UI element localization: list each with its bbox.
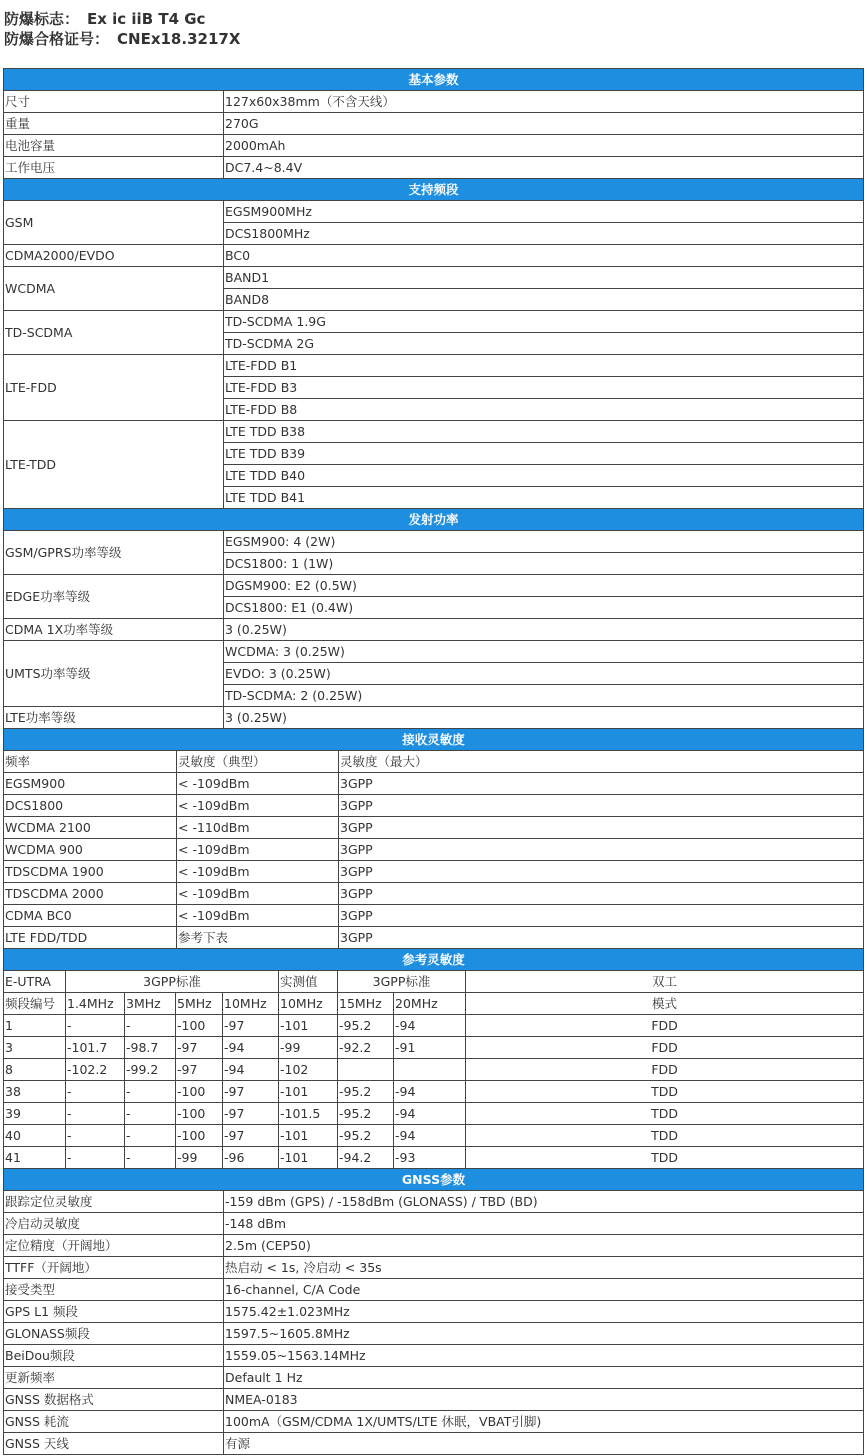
ref-cell: -98.7	[125, 1037, 176, 1059]
gnss-param-value: 2.5m (CEP50)	[224, 1235, 864, 1257]
rx-cell: 3GPP	[339, 839, 864, 861]
gnss-param-key: 接受类型	[4, 1279, 224, 1301]
ref-cell: -99	[176, 1147, 223, 1169]
basic-param-value: 270G	[224, 113, 864, 135]
ref-cell: -	[66, 1147, 125, 1169]
tx-power-key: LTE功率等级	[4, 707, 224, 729]
rx-cell: < -109dBm	[177, 905, 339, 927]
ref-cell: -101	[279, 1147, 338, 1169]
ref-cell: -96	[223, 1147, 279, 1169]
basic-param-key: 重量	[4, 113, 224, 135]
band-value: TD-SCDMA 1.9G	[224, 311, 864, 333]
gnss-param-value: -159 dBm (GPS) / -158dBm (GLONASS) / TBD (BD)	[224, 1191, 864, 1213]
gnss-param-row	[4, 1389, 864, 1411]
gnss-param-row	[4, 1323, 864, 1345]
tx-power-key: GSM/GPRS功率等级	[4, 531, 224, 575]
band-value: EGSM900MHz	[224, 201, 864, 223]
ref-cell: TDD	[466, 1081, 864, 1103]
gnss-param-row	[4, 1235, 864, 1257]
ref-cell: -93	[394, 1147, 466, 1169]
tx-power-row	[4, 707, 864, 729]
rx-cell: 3GPP	[339, 795, 864, 817]
band-row	[4, 355, 864, 377]
gnss-param-value: 1575.42±1.023MHz	[224, 1301, 864, 1323]
ref-cell: -99	[279, 1037, 338, 1059]
explosion-proof-mark-label: 防爆标志：	[4, 10, 80, 28]
basic-param-value: DC7.4~8.4V	[224, 157, 864, 179]
ref-cell: -94	[394, 1015, 466, 1037]
gnss-param-value: -148 dBm	[224, 1213, 864, 1235]
rx-cell: LTE FDD/TDD	[4, 927, 177, 949]
ref-cell: -	[125, 1125, 176, 1147]
ref-cell: -95.2	[338, 1081, 394, 1103]
ref-sensitivity-row	[4, 1059, 864, 1081]
rx-cell: 3GPP	[339, 817, 864, 839]
ref-cell: -97	[223, 1015, 279, 1037]
rx-column-header: 灵敏度（最大）	[339, 751, 864, 773]
ref-cell: TDD	[466, 1103, 864, 1125]
ref-cell: -91	[394, 1037, 466, 1059]
band-value: BC0	[224, 245, 864, 267]
ref-cell: -95.2	[338, 1103, 394, 1125]
tx-power-key: EDGE功率等级	[4, 575, 224, 619]
basic-param-row	[4, 91, 864, 113]
ref-cell: -	[125, 1081, 176, 1103]
certificate-label: 防爆合格证号：	[4, 30, 110, 48]
ref-cell: -	[66, 1081, 125, 1103]
ref-cell: 40	[4, 1125, 66, 1147]
rx-cell: 3GPP	[339, 861, 864, 883]
rx-sensitivity-row	[4, 795, 864, 817]
gnss-param-key: 定位精度（开阔地）	[4, 1235, 224, 1257]
ref-cell: 39	[4, 1103, 66, 1125]
gnss-param-row	[4, 1279, 864, 1301]
ref-cell: -	[125, 1103, 176, 1125]
ref-sensitivity-row	[4, 1015, 864, 1037]
rx-column-header: 频率	[4, 751, 177, 773]
tx-power-key: UMTS功率等级	[4, 641, 224, 707]
gnss-param-row	[4, 1367, 864, 1389]
tx-power-value: DGSM900: E2 (0.5W)	[224, 575, 864, 597]
gnss-param-key: 冷启动灵敏度	[4, 1213, 224, 1235]
gnss-param-key: GNSS 天线	[4, 1433, 224, 1455]
ref-column-header: 10MHz	[223, 993, 279, 1015]
basic-param-row	[4, 157, 864, 179]
ref-column-header: 15MHz	[338, 993, 394, 1015]
ref-cell: -	[125, 1147, 176, 1169]
ref-cell: -	[66, 1125, 125, 1147]
gnss-param-key: 更新频率	[4, 1367, 224, 1389]
gnss-param-row	[4, 1257, 864, 1279]
ref-column-header: 5MHz	[176, 993, 223, 1015]
tx-power-value: DCS1800: E1 (0.4W)	[224, 597, 864, 619]
rx-cell: EGSM900	[4, 773, 177, 795]
band-value: TD-SCDMA 2G	[224, 333, 864, 355]
ref-header-row-1	[4, 971, 864, 993]
spec-table-main	[3, 68, 864, 729]
tx-power-value: TD-SCDMA: 2 (0.25W)	[224, 685, 864, 707]
gnss-param-row	[4, 1411, 864, 1433]
measured-header: 实测值	[279, 971, 338, 993]
ref-sensitivity-row	[4, 1147, 864, 1169]
rx-sensitivity-row	[4, 839, 864, 861]
band-key: GSM	[4, 201, 224, 245]
band-key: LTE-TDD	[4, 421, 224, 509]
ref-column-header: 3MHz	[125, 993, 176, 1015]
ref-cell: -101	[279, 1015, 338, 1037]
band-value: LTE-FDD B3	[224, 377, 864, 399]
gnss-param-row	[4, 1191, 864, 1213]
rx-sensitivity-row	[4, 817, 864, 839]
rx-cell: TDSCDMA 1900	[4, 861, 177, 883]
band-value: BAND1	[224, 267, 864, 289]
tx-power-value: EGSM900: 4 (2W)	[224, 531, 864, 553]
tx-power-value: WCDMA: 3 (0.25W)	[224, 641, 864, 663]
spec-3gpp-header-2: 3GPP标准	[338, 971, 466, 993]
rx-cell: 3GPP	[339, 905, 864, 927]
gnss-param-value: 有源	[224, 1433, 864, 1455]
tx-power-value: DCS1800: 1 (1W)	[224, 553, 864, 575]
ref-cell: -	[125, 1015, 176, 1037]
rx-cell: < -109dBm	[177, 773, 339, 795]
ref-header-row-2	[4, 993, 864, 1015]
ref-sensitivity-row	[4, 1081, 864, 1103]
band-row	[4, 201, 864, 223]
tx-power-row	[4, 641, 864, 663]
ref-column-header: 模式	[466, 993, 864, 1015]
basic-param-key: 电池容量	[4, 135, 224, 157]
gnss-param-row	[4, 1433, 864, 1455]
rx-sensitivity-row	[4, 883, 864, 905]
tx-power-value: EVDO: 3 (0.25W)	[224, 663, 864, 685]
ref-column-header: 1.4MHz	[66, 993, 125, 1015]
band-value: LTE TDD B41	[224, 487, 864, 509]
band-value: BAND8	[224, 289, 864, 311]
tx-power-row	[4, 575, 864, 597]
ref-sensitivity-table	[3, 948, 864, 1169]
ref-sensitivity-header-row	[4, 949, 864, 971]
rx-sensitivity-title: 接收灵敏度	[4, 729, 864, 751]
band-value: LTE-FDD B8	[224, 399, 864, 421]
gnss-header-row	[4, 1169, 864, 1191]
ref-cell: 1	[4, 1015, 66, 1037]
basic-param-value: 127x60x38mm（不含天线）	[224, 91, 864, 113]
band-key: CDMA2000/EVDO	[4, 245, 224, 267]
band-value: DCS1800MHz	[224, 223, 864, 245]
bands-header-row	[4, 179, 864, 201]
eutra-header: E-UTRA	[4, 971, 66, 993]
rx-cell: < -110dBm	[177, 817, 339, 839]
explosion-proof-mark	[4, 9, 205, 29]
ref-cell: -101.7	[66, 1037, 125, 1059]
band-value: LTE TDD B38	[224, 421, 864, 443]
ref-cell: -95.2	[338, 1125, 394, 1147]
ref-sensitivity-title: 参考灵敏度	[4, 949, 864, 971]
duplex-header: 双工	[466, 971, 864, 993]
rx-cell: < -109dBm	[177, 861, 339, 883]
explosion-proof-certificate	[4, 29, 240, 49]
ref-cell: TDD	[466, 1147, 864, 1169]
band-key: TD-SCDMA	[4, 311, 224, 355]
band-row	[4, 311, 864, 333]
ref-cell: -94	[223, 1059, 279, 1081]
ref-cell: -99.2	[125, 1059, 176, 1081]
gnss-param-value: 16-channel, C/A Code	[224, 1279, 864, 1301]
ref-cell: 38	[4, 1081, 66, 1103]
rx-cell: < -109dBm	[177, 795, 339, 817]
gnss-param-key: BeiDou频段	[4, 1345, 224, 1367]
gnss-param-key: GLONASS频段	[4, 1323, 224, 1345]
band-key: LTE-FDD	[4, 355, 224, 421]
ref-cell: -94	[394, 1081, 466, 1103]
ref-cell: -	[66, 1103, 125, 1125]
basic-param-value: 2000mAh	[224, 135, 864, 157]
rx-sensitivity-table	[3, 728, 864, 949]
ref-cell: -102.2	[66, 1059, 125, 1081]
certificate-value: CNEx18.3217X	[117, 30, 241, 48]
rx-cell: 3GPP	[339, 883, 864, 905]
ref-cell: -97	[176, 1037, 223, 1059]
ref-cell: -100	[176, 1015, 223, 1037]
band-value: LTE TDD B40	[224, 465, 864, 487]
band-key: WCDMA	[4, 267, 224, 311]
rx-cell: WCDMA 900	[4, 839, 177, 861]
gnss-param-key: GNSS 数据格式	[4, 1389, 224, 1411]
ref-cell: 3	[4, 1037, 66, 1059]
basic-params-title: 基本参数	[4, 69, 864, 91]
rx-cell: < -109dBm	[177, 883, 339, 905]
rx-cell: 3GPP	[339, 773, 864, 795]
band-value: LTE TDD B39	[224, 443, 864, 465]
gnss-title: GNSS参数	[4, 1169, 864, 1191]
basic-param-row	[4, 113, 864, 135]
gnss-param-key: TTFF（开阔地）	[4, 1257, 224, 1279]
gnss-param-key: 跟踪定位灵敏度	[4, 1191, 224, 1213]
ref-cell: TDD	[466, 1125, 864, 1147]
ref-cell: -	[66, 1015, 125, 1037]
rx-cell: < -109dBm	[177, 839, 339, 861]
ref-cell: FDD	[466, 1059, 864, 1081]
rx-cell: 3GPP	[339, 927, 864, 949]
ref-column-header: 20MHz	[394, 993, 466, 1015]
gnss-param-value: 100mA（GSM/CDMA 1X/UMTS/LTE 休眠，VBAT引脚)	[224, 1411, 864, 1433]
rx-column-header: 灵敏度（典型）	[177, 751, 339, 773]
basic-params-header-row	[4, 69, 864, 91]
ref-column-header: 频段编号	[4, 993, 66, 1015]
ref-cell: -97	[176, 1059, 223, 1081]
rx-cell: TDSCDMA 2000	[4, 883, 177, 905]
rx-cell: DCS1800	[4, 795, 177, 817]
rx-sensitivity-row	[4, 773, 864, 795]
ref-cell: -101.5	[279, 1103, 338, 1125]
band-row	[4, 267, 864, 289]
ref-cell: -94.2	[338, 1147, 394, 1169]
tx-power-row	[4, 531, 864, 553]
ref-column-header: 10MHz	[279, 993, 338, 1015]
gnss-param-value: 热启动 < 1s, 冷启动 < 35s	[224, 1257, 864, 1279]
band-value: LTE-FDD B1	[224, 355, 864, 377]
ref-cell: FDD	[466, 1037, 864, 1059]
ref-cell: -101	[279, 1125, 338, 1147]
ref-sensitivity-row	[4, 1037, 864, 1059]
gnss-param-value: 1559.05~1563.14MHz	[224, 1345, 864, 1367]
ref-cell: -94	[223, 1037, 279, 1059]
ref-cell: -100	[176, 1125, 223, 1147]
basic-param-key: 工作电压	[4, 157, 224, 179]
ref-cell: -100	[176, 1081, 223, 1103]
ref-cell: -97	[223, 1081, 279, 1103]
gnss-param-key: GPS L1 频段	[4, 1301, 224, 1323]
ref-cell: FDD	[466, 1015, 864, 1037]
rx-sensitivity-header-row	[4, 729, 864, 751]
rx-cell: 参考下表	[177, 927, 339, 949]
rx-sensitivity-row	[4, 927, 864, 949]
tx-power-header-row	[4, 509, 864, 531]
basic-param-key: 尺寸	[4, 91, 224, 113]
explosion-proof-mark-value: Ex ic iiB T4 Gc	[87, 10, 206, 28]
tx-power-value: 3 (0.25W)	[224, 619, 864, 641]
gnss-param-value: Default 1 Hz	[224, 1367, 864, 1389]
ref-cell: 8	[4, 1059, 66, 1081]
ref-cell: -94	[394, 1125, 466, 1147]
gnss-param-value: NMEA-0183	[224, 1389, 864, 1411]
ref-sensitivity-row	[4, 1103, 864, 1125]
tx-power-row	[4, 619, 864, 641]
gnss-param-key: GNSS 耗流	[4, 1411, 224, 1433]
rx-cell: WCDMA 2100	[4, 817, 177, 839]
ref-cell: -102	[279, 1059, 338, 1081]
gnss-param-row	[4, 1213, 864, 1235]
tx-power-key: CDMA 1X功率等级	[4, 619, 224, 641]
tx-power-value: 3 (0.25W)	[224, 707, 864, 729]
ref-cell: 41	[4, 1147, 66, 1169]
ref-cell	[394, 1059, 466, 1081]
ref-cell: -95.2	[338, 1015, 394, 1037]
rx-sensitivity-column-headers	[4, 751, 864, 773]
ref-cell	[338, 1059, 394, 1081]
spec-3gpp-header: 3GPP标准	[66, 971, 279, 993]
ref-sensitivity-row	[4, 1125, 864, 1147]
gnss-param-row	[4, 1345, 864, 1367]
ref-cell: -100	[176, 1103, 223, 1125]
rx-sensitivity-row	[4, 905, 864, 927]
ref-cell: -97	[223, 1125, 279, 1147]
ref-cell: -92.2	[338, 1037, 394, 1059]
bands-title: 支持频段	[4, 179, 864, 201]
band-row	[4, 421, 864, 443]
ref-cell: -94	[394, 1103, 466, 1125]
gnss-param-row	[4, 1301, 864, 1323]
rx-sensitivity-row	[4, 861, 864, 883]
gnss-table	[3, 1168, 864, 1455]
band-row	[4, 245, 864, 267]
ref-cell: -97	[223, 1103, 279, 1125]
ref-cell: -101	[279, 1081, 338, 1103]
tx-power-title: 发射功率	[4, 509, 864, 531]
rx-cell: CDMA BC0	[4, 905, 177, 927]
gnss-param-value: 1597.5~1605.8MHz	[224, 1323, 864, 1345]
basic-param-row	[4, 135, 864, 157]
